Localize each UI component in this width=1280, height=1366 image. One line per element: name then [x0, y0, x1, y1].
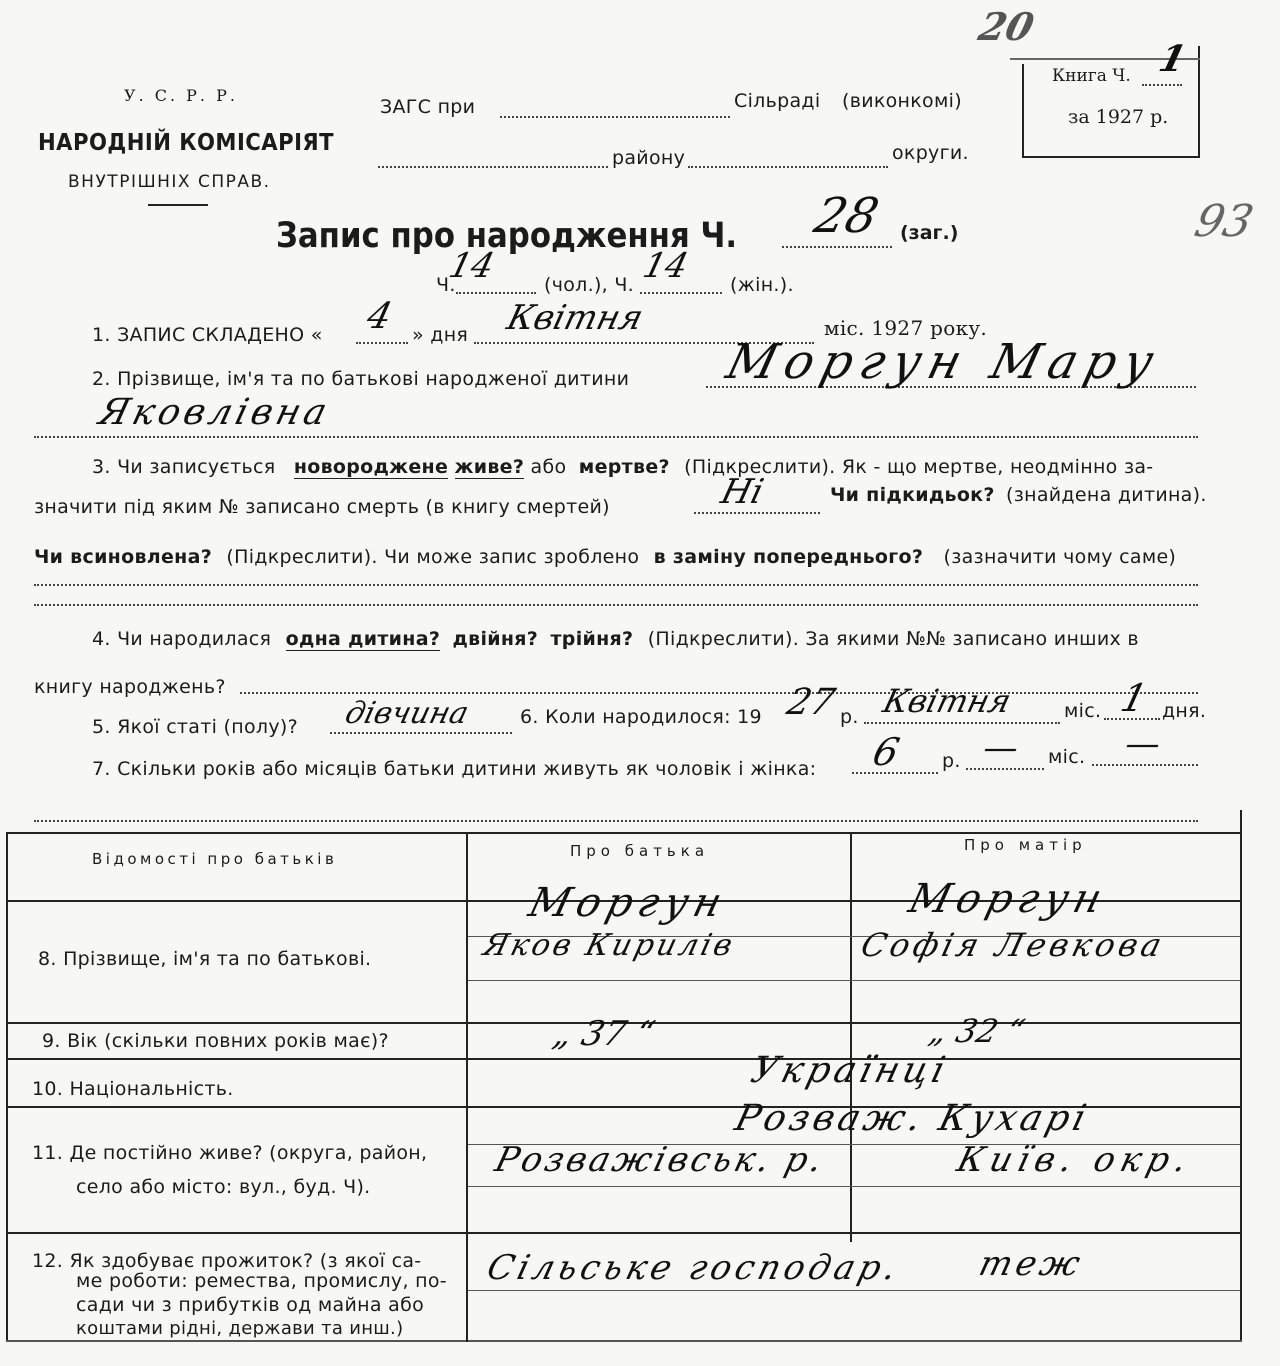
table-left-border — [6, 832, 8, 1342]
f7-label: 7. Скільки років або місяців батьки дитини живуть як чоловік і жінка: — [92, 758, 817, 780]
vykonkomi-label: (виконкомі) — [842, 90, 962, 112]
row8-mother-surname: Моргун — [904, 876, 1113, 922]
f3-found: Чи підкидьок? — [830, 484, 995, 506]
f4-dots — [240, 692, 1198, 694]
f3-found-note: (знайдена дитина). — [1006, 484, 1207, 506]
f2-line2-dots — [34, 436, 1198, 438]
f1-day: 4 — [362, 296, 397, 337]
f6-dnia: дня. — [1162, 700, 1207, 722]
table-top-border — [6, 832, 1242, 834]
f7-months: — — [979, 728, 1023, 768]
f3-replace-dots — [34, 584, 1198, 586]
male-label: (чол.), Ч. — [544, 274, 635, 296]
female-label: (жін.). — [730, 274, 794, 296]
table-right-border — [1240, 810, 1242, 1342]
f2-label: 2. Прізвище, ім'я та по батькові народженої дитини — [92, 368, 630, 390]
okrugy-label: округи. — [892, 142, 969, 164]
row8-mother-name: Софія Левкова — [857, 926, 1170, 964]
f4-b: (Підкреслити). За якими №№ записано инших в — [647, 628, 1139, 650]
f3-line3 — [34, 546, 1176, 568]
raion-dots — [378, 166, 608, 168]
row9-line — [6, 1058, 1242, 1060]
row11-raion: Розважівськ. р. — [491, 1140, 830, 1180]
row11-okrug: Київ. окр. — [953, 1140, 1197, 1180]
row9-label: 9. Вік (скільки повних років має)? — [42, 1030, 389, 1052]
f4-line1 — [92, 628, 1139, 650]
raionu-label: району — [612, 147, 686, 169]
female-number: 14 — [639, 246, 693, 286]
internal-affairs-label: ВНУТРІШНІХ СПРАВ. — [68, 172, 271, 192]
f3-a: 3. Чи записується — [92, 456, 276, 478]
row11-village: Розваж. Кухарі — [730, 1098, 1094, 1139]
f2-name-line2: Яковлівна — [94, 392, 335, 433]
table-header-father: Про батька — [570, 842, 710, 860]
record-title: Запис про народження Ч. — [276, 216, 738, 256]
book-box-right — [1198, 46, 1200, 158]
row12-label-line3: сади чи з прибутків од майна або — [76, 1294, 425, 1316]
corner-number: 20 — [974, 4, 1039, 49]
f6-label: 6. Коли народилося: 19 — [520, 706, 762, 728]
f3-extra-dots — [34, 604, 1198, 606]
okruga-dots — [688, 166, 888, 168]
silradi-label: Сільраді — [734, 90, 821, 112]
row9-mother-age: „ 32 “ — [925, 1012, 1029, 1050]
row11-subline2 — [468, 1186, 1240, 1187]
book-number: 1 — [1154, 38, 1191, 80]
f7-tail-dots — [1092, 764, 1198, 766]
table-bottom-border — [6, 1340, 1242, 1342]
col-divider-1 — [466, 832, 468, 1342]
ussr-label: У. С. Р. Р. — [124, 86, 238, 105]
f6-r: р. — [840, 706, 859, 728]
row12-mother-occupation: теж — [975, 1244, 1089, 1284]
f5-answer: дівчина — [341, 696, 473, 731]
book-year: за 1927 р. — [1068, 106, 1169, 128]
row8-father-name: Яков Кирилів — [479, 928, 739, 963]
book-label: Книга Ч. — [1052, 66, 1131, 86]
f3-adopted: Чи всиновлена? — [34, 546, 213, 568]
f1-day-dots — [356, 342, 408, 344]
f4-a: 4. Чи народилася — [92, 628, 272, 650]
f3-b: (Підкреслити). Як - що мертве, неодмінно за- — [684, 456, 1154, 478]
commissariat-title: НАРОДНІЙ КОМІСАРІЯТ — [38, 130, 335, 156]
f4-triplets: трійня? — [550, 628, 634, 650]
f3-alive: живе? — [454, 456, 525, 478]
male-dots — [456, 292, 536, 294]
f6-mis: міс. — [1064, 700, 1102, 722]
f6-day: 1 — [1116, 676, 1152, 720]
f3-c: значити під яким № записано смерть (в книгу смертей) — [34, 496, 610, 518]
f7-dash: — — [1121, 724, 1165, 764]
row9-father-age: „ 37 “ — [549, 1014, 659, 1054]
book-number-dots — [1142, 84, 1182, 86]
f7-extra-dots — [34, 820, 1198, 822]
zags-label: ЗАГС при — [380, 96, 476, 118]
row10-label: 10. Національність. — [32, 1078, 234, 1100]
f5-dots — [330, 732, 512, 734]
f3-newborn: новороджене — [293, 456, 449, 478]
f1-mid: » дня — [412, 324, 469, 346]
row11-line — [6, 1232, 1242, 1234]
row12-label-line2: ме роботи: ремества, промислу, по- — [76, 1270, 447, 1292]
f3-line1 — [92, 456, 1153, 478]
f7-months-dots — [966, 768, 1044, 770]
f7-r: р. — [942, 750, 961, 772]
f3-dead: мертве? — [578, 456, 670, 478]
f3-or: або — [530, 456, 567, 478]
f1-month: Квітня — [503, 298, 648, 338]
f3-death-dots — [694, 512, 820, 514]
title-number-dots — [782, 246, 892, 248]
f6-month: Квітня — [879, 682, 1015, 720]
f7-mis: міс. — [1048, 746, 1086, 768]
f7-years: 6 — [868, 730, 904, 774]
row10-nationality: Українці — [746, 1050, 954, 1091]
row12-subline — [468, 1290, 1240, 1291]
row8-subline2 — [468, 980, 1240, 981]
f4-one: одна дитина? — [285, 628, 441, 650]
row12-label-line1: 12. Як здобуває прожиток? (з якої са- — [32, 1250, 422, 1272]
f2-name-line1: Моргун Мару — [721, 334, 1168, 390]
header-divider — [148, 204, 208, 206]
zags-dots — [500, 116, 730, 118]
record-number: 28 — [809, 188, 885, 244]
col-divider-2 — [850, 832, 852, 1242]
row12-label-line4: коштами рідні, держави та инш.) — [76, 1318, 404, 1339]
f3-e: (зазначити чому саме) — [943, 546, 1177, 568]
row8-father-surname: Моргун — [524, 880, 733, 926]
row12-father-occupation: Сільське господар. — [483, 1248, 905, 1288]
row11-label-line1: 11. Де постійно живе? (округа, район, — [32, 1142, 428, 1164]
f6-year: 27 — [782, 682, 839, 723]
book-box-left — [1022, 64, 1024, 158]
female-dots — [640, 292, 722, 294]
f5-label: 5. Якої статі (полу)? — [92, 716, 298, 738]
f3-replace: в заміну попереднього? — [653, 546, 924, 568]
row11-label-line2: село або місто: вул., буд. Ч). — [76, 1176, 371, 1198]
f7-years-dots — [852, 772, 938, 774]
row8-label: 8. Прізвище, ім'я та по батькові. — [38, 948, 372, 970]
f1-label: 1. ЗАПИС СКЛАДЕНО « — [92, 324, 323, 346]
table-header-parents: Відомості про батьків — [92, 850, 338, 868]
margin-number: 93 — [1189, 196, 1259, 247]
f1-tail: міс. 1927 року. — [824, 316, 988, 340]
f3-death-answer: Ні — [717, 472, 768, 512]
f6-month-dots — [864, 722, 1060, 724]
f4-twins: двійня? — [452, 628, 539, 650]
ch-label: Ч. — [436, 274, 456, 296]
total-label: (заг.) — [900, 222, 959, 244]
f3-d: (Підкреслити). Чи може запис зроблено — [226, 546, 640, 568]
male-number: 14 — [445, 246, 499, 286]
table-header-mother: Про матір — [964, 836, 1087, 854]
book-box-bottom — [1022, 156, 1200, 158]
f4-c: книгу народжень? — [34, 676, 226, 698]
